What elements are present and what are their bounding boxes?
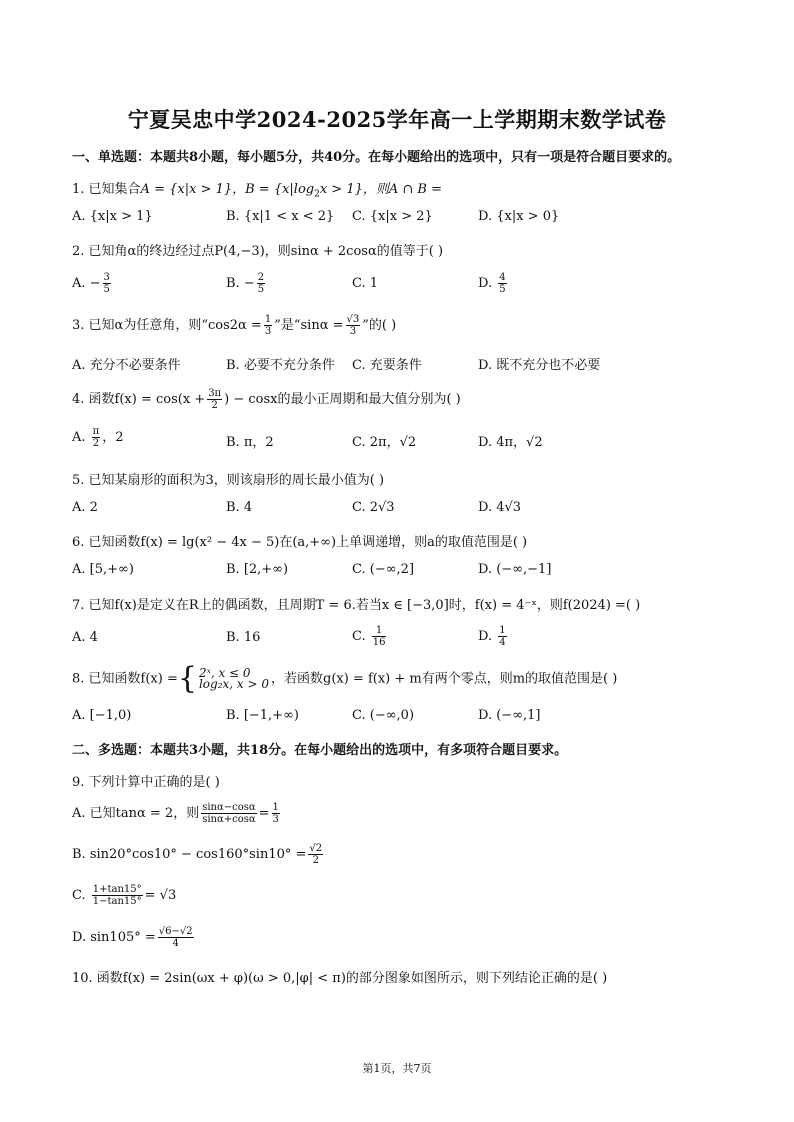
q6-option-a[interactable]: A. [5,+∞) xyxy=(72,562,134,577)
q9-option-a-fraction xyxy=(201,802,256,825)
q8-option-b[interactable]: B. [−1,+∞) xyxy=(226,708,299,723)
q3-prefix: 3. 已知α为任意角，则“cos2α = xyxy=(72,318,262,333)
q7-c-numerator: 1 xyxy=(372,625,387,637)
q9-a-numerator: sinα−cosα xyxy=(202,802,256,813)
q2-option-a-fraction xyxy=(103,272,111,295)
q3-fraction-1 xyxy=(264,314,272,337)
page-footer: 第1页，共7页 xyxy=(362,1062,432,1075)
q2-option-b-prefix: B. − xyxy=(226,276,255,291)
q7-option-d-fraction xyxy=(498,625,506,648)
q4-option-a-tail: ，2 xyxy=(102,430,124,445)
q2-d-denominator: 5 xyxy=(499,284,506,295)
section-heading-single-choice: 一、单选题：本题共8小题，每小题5分，共40分。在每小题给出的选项中，只有一项是符合题目要求的。 xyxy=(72,150,681,165)
q9-option-a-prefix: A. 已知tanα = 2，则 xyxy=(72,806,200,821)
q4-option-b[interactable]: B. π，2 xyxy=(226,435,274,450)
question-10: 10. 函数f(x) = 2sin(ωx + φ)(ω > 0,|φ| < π)的部分图象如图所示，则下列结论正确的是( ) xyxy=(72,971,608,986)
question-3 xyxy=(72,314,396,337)
q7-d-numerator: 1 xyxy=(499,625,506,636)
q4-option-a-prefix: A. xyxy=(72,430,90,445)
q9-b-denominator: 2 xyxy=(312,855,319,866)
q2-option-a[interactable] xyxy=(72,272,113,295)
q3-f1-denominator: 3 xyxy=(264,326,272,337)
q2-b-denominator: 5 xyxy=(257,284,265,295)
q9-b-numerator: √2 xyxy=(309,843,323,854)
q7-option-c-fraction xyxy=(372,625,387,648)
q4-tail: ) − cosx的最小正周期和最大值分别为( ) xyxy=(224,392,461,407)
q3-f2-denominator: 3 xyxy=(349,326,357,337)
q9-option-b[interactable] xyxy=(72,843,325,866)
question-4 xyxy=(72,388,461,411)
q2-b-numerator: 2 xyxy=(257,272,265,283)
q9-option-a-equals: = xyxy=(258,806,270,821)
q9-option-d-fraction xyxy=(158,926,194,949)
question-9: 9. 下列计算中正确的是( ) xyxy=(72,775,220,790)
question-7: 7. 已知f(x)是定义在R上的偶函数，且周期T = 6.若当x ∈ [−3,0]时，f(x) = 4⁻ˣ，则f(2024) =( ) xyxy=(72,598,641,613)
q7-option-a[interactable]: A. 4 xyxy=(72,630,98,645)
q8-case-1: 2ˣ, x ≤ 0 xyxy=(198,666,251,680)
q2-a-denominator: 5 xyxy=(103,284,110,295)
q3-option-b[interactable]: B. 必要不充分条件 xyxy=(226,358,335,373)
q7-option-b[interactable]: B. 16 xyxy=(226,630,261,645)
q3-tail: ”的( ) xyxy=(362,318,397,333)
q9-option-c-prefix: C. xyxy=(72,888,90,903)
q8-option-c[interactable]: C. (−∞,0) xyxy=(352,708,415,723)
q8-brace: { xyxy=(177,661,197,696)
q4-numerator: 3π xyxy=(208,388,222,399)
q4-option-c[interactable]: C. 2π，√2 xyxy=(352,435,417,450)
q1-option-b[interactable]: B. {x|1 < x < 2} xyxy=(226,209,335,224)
q9-option-d-prefix: D. sin105° = xyxy=(72,930,156,945)
q7-d-denominator: 4 xyxy=(499,637,506,648)
q8-tail: ，若函数g(x) = f(x) + m有两个零点，则m的取值范围是( ) xyxy=(271,671,618,687)
q3-f2-numerator: √3 xyxy=(346,314,360,325)
q1-option-a[interactable]: A. {x|x > 1} xyxy=(72,209,153,224)
question-1 xyxy=(72,178,442,200)
q2-option-d-prefix: D. xyxy=(478,276,497,291)
question-1-subscript: 2 xyxy=(314,189,320,200)
q2-option-a-prefix: A. − xyxy=(72,276,101,291)
q9-d-denominator: 4 xyxy=(172,938,179,949)
q9-option-c-tail: = √3 xyxy=(144,888,177,903)
q9-option-a[interactable] xyxy=(72,802,282,825)
q2-d-numerator: 4 xyxy=(499,272,506,283)
q9-c-numerator: 1+tan15° xyxy=(92,884,142,895)
q4-option-a-fraction xyxy=(92,426,101,449)
section-heading-multiple-choice: 二、多选题：本题共3小题，共18分。在每小题给出的选项中，有多项符合题目要求。 xyxy=(72,743,568,758)
q2-option-d-fraction xyxy=(498,272,506,295)
q2-a-numerator: 3 xyxy=(103,272,110,283)
q3-f1-numerator: 1 xyxy=(264,314,272,325)
q7-option-c-prefix: C. xyxy=(352,629,370,644)
q2-option-b-fraction xyxy=(257,272,265,295)
q2-option-d[interactable] xyxy=(478,272,509,295)
q3-option-c[interactable]: C. 充要条件 xyxy=(352,358,422,373)
q9-d-numerator: √6−√2 xyxy=(158,926,193,937)
q9-c-denominator: 1−tan15° xyxy=(92,896,142,907)
q3-option-d[interactable]: D. 既不充分也不必要 xyxy=(478,358,601,373)
q7-option-c[interactable] xyxy=(352,625,388,648)
q1-option-d[interactable]: D. {x|x > 0} xyxy=(478,209,560,224)
question-5: 5. 已知某扇形的面积为3，则该扇形的周长最小值为( ) xyxy=(72,473,385,488)
q8-option-d[interactable]: D. (−∞,1] xyxy=(478,708,541,723)
q5-option-b[interactable]: B. 4 xyxy=(226,500,253,515)
q4-option-a[interactable] xyxy=(72,426,124,449)
q8-piecewise xyxy=(199,668,269,690)
q2-option-b[interactable] xyxy=(226,272,267,295)
q9-option-a-result xyxy=(272,802,280,825)
q7-option-d-prefix: D. xyxy=(478,629,497,644)
q9-option-c[interactable] xyxy=(72,884,176,907)
q5-option-c[interactable]: C. 2√3 xyxy=(352,500,395,515)
q4-a-numerator: π xyxy=(92,426,100,437)
page-title: 宁夏吴忠中学2024-2025学年高一上学期期末数学试卷 xyxy=(127,107,667,132)
question-6: 6. 已知函数f(x) = lg(x² − 4x − 5)在(a,+∞)上单调递增，则a的取值范围是( ) xyxy=(72,535,528,550)
q6-option-d[interactable]: D. (−∞,−1] xyxy=(478,562,552,577)
q4-a-denominator: 2 xyxy=(92,438,100,449)
q9-option-b-fraction xyxy=(308,843,323,866)
question-2: 2. 已知角α的终边经过点P(4,−3)，则sinα + 2cosα的值等于( ) xyxy=(72,244,444,259)
q3-middle: ”是“sinα = xyxy=(274,318,344,333)
q9-a-result-numerator: 1 xyxy=(272,802,279,813)
q4-denominator: 2 xyxy=(211,400,218,411)
q7-c-denominator: 16 xyxy=(372,637,386,648)
q9-option-c-fraction xyxy=(92,884,143,907)
q8-prefix: 8. 已知函数f(x) = xyxy=(72,671,178,687)
q9-option-d[interactable] xyxy=(72,926,196,949)
q4-option-d[interactable]: D. 4π，√2 xyxy=(478,435,543,450)
q6-option-b[interactable]: B. [2,+∞) xyxy=(226,562,289,577)
q3-option-a[interactable]: A. 充分不必要条件 xyxy=(72,358,181,373)
q6-option-c[interactable]: C. (−∞,2] xyxy=(352,562,415,577)
q4-prefix: 4. 函数f(x) = cos(x + xyxy=(72,392,206,407)
question-8 xyxy=(72,661,618,696)
q7-option-d[interactable] xyxy=(478,625,509,648)
q4-fraction xyxy=(207,388,222,411)
q5-option-a[interactable]: A. 2 xyxy=(72,500,98,515)
q9-a-denominator: sinα+cosα xyxy=(202,814,256,825)
question-1-tail: x > 1}，则A ∩ B = xyxy=(319,182,442,197)
q2-option-c[interactable]: C. 1 xyxy=(352,276,379,291)
q9-option-b-prefix: B. sin20°cos10° − cos160°sin10° = xyxy=(72,847,307,862)
question-1-body: A = {x|x > 1}，B = {x|log xyxy=(140,182,315,197)
q8-option-a[interactable]: A. [−1,0) xyxy=(72,708,132,723)
question-1-prefix: 1. 已知集合 xyxy=(72,182,141,197)
q9-a-result-denominator: 3 xyxy=(272,814,279,825)
q8-case-2: log₂x, x > 0 xyxy=(198,677,269,691)
q5-option-d[interactable]: D. 4√3 xyxy=(478,500,522,515)
q3-fraction-2 xyxy=(346,314,361,337)
q1-option-c[interactable]: C. {x|x > 2} xyxy=(352,209,433,224)
